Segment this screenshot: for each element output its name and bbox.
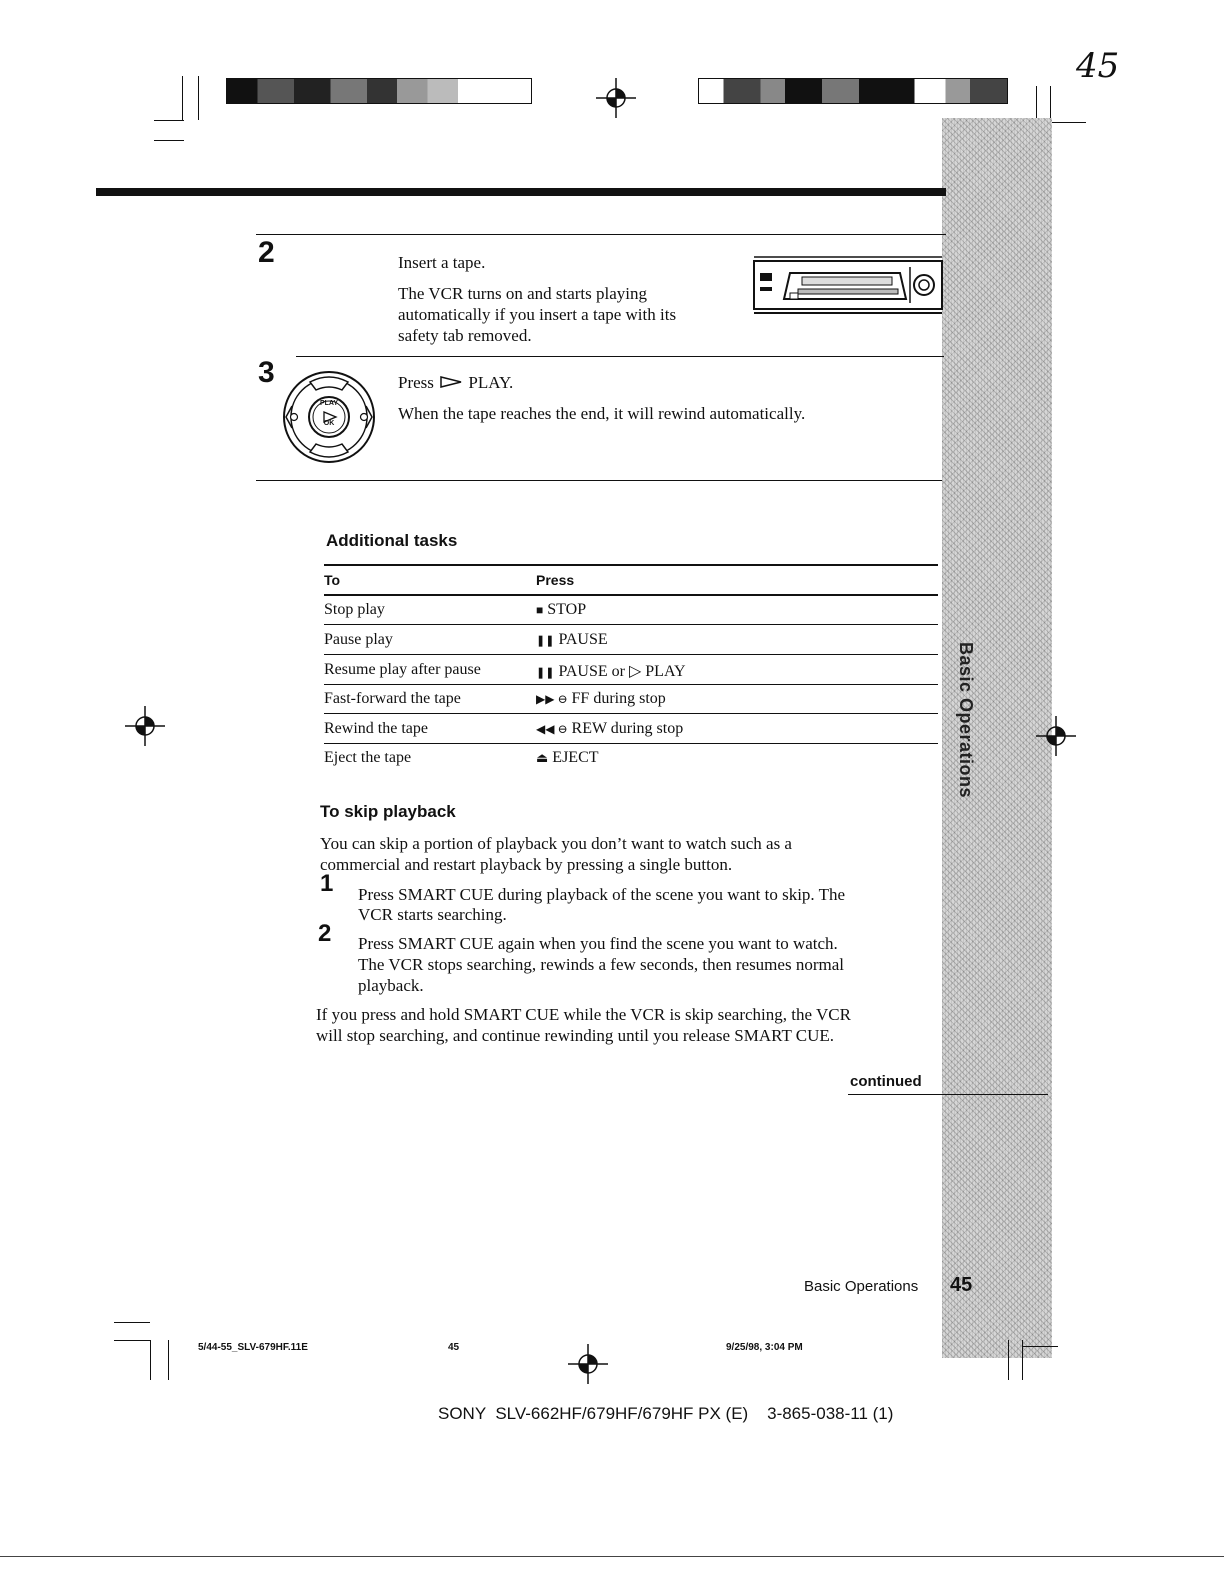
play-triangle-icon — [440, 372, 462, 393]
table-cell-press — [536, 690, 666, 708]
skip-step1-line1: Press SMART CUE during playback of the scene you want to skip. The — [358, 885, 846, 904]
table-cell-press — [536, 720, 683, 738]
step3-instruction — [398, 372, 513, 393]
calibration-bar-left — [226, 78, 532, 104]
skip-step2-line3: playback. — [358, 976, 424, 995]
crop-mark-bottom-right-h — [1022, 1346, 1058, 1347]
step2-top-rule — [256, 234, 946, 235]
step3-top-rule — [296, 356, 944, 357]
table-cell-press-label: EJECT — [552, 749, 599, 766]
vcr-icon — [750, 253, 946, 319]
table-header-row — [324, 566, 938, 596]
footer-section-name: Basic Operations — [804, 1278, 919, 1295]
pause-icon: ❚❚ — [536, 635, 555, 647]
table-row — [324, 684, 938, 714]
table-cell-press-label: FF during stop — [571, 690, 666, 707]
skip-step2-number: 2 — [318, 920, 332, 947]
crop-mark-bottom-left-v2 — [168, 1340, 169, 1380]
step3-instruction-button: PLAY. — [468, 373, 514, 392]
crop-mark-bottom-left-h — [114, 1322, 150, 1323]
skip-intro-line2: commercial and restart playback by pressing a single button. — [320, 855, 733, 874]
crop-mark-top-left-h2 — [154, 140, 184, 141]
skip-note-line1: If you press and hold SMART CUE while the VCR is skip searching, the VCR — [316, 1005, 851, 1024]
step2-instruction: Insert a tape. — [398, 253, 486, 272]
rewind-icon: ◀◀ ⊖ — [536, 722, 568, 736]
table-row — [324, 625, 938, 655]
crop-mark-bottom-left-v — [150, 1340, 151, 1380]
table-cell-to: Stop play — [324, 601, 385, 618]
table-cell-press — [536, 631, 608, 649]
skip-note-line2: will stop searching, and continue rewinding until you release SMART CUE. — [316, 1026, 835, 1045]
step2-detail-line3: safety tab removed. — [398, 326, 532, 345]
side-tab-label: Basic Operations — [956, 641, 976, 799]
pause-icon: ❚❚ — [536, 667, 555, 679]
table-header-press: Press — [536, 572, 575, 588]
table-cell-to: Eject the tape — [324, 749, 412, 766]
table-row — [324, 595, 938, 625]
step3-detail: When the tape reaches the end, it will rewind automatically. — [398, 404, 806, 423]
step2-detail-line1: The VCR turns on and starts playing — [398, 284, 647, 303]
skip-intro-line1: You can skip a portion of playback you don’t want to watch such as a — [320, 834, 792, 853]
fast-forward-icon: ▶▶ ⊖ — [536, 692, 568, 706]
table-cell-to: Resume play after pause — [324, 661, 481, 678]
registration-target-icon — [125, 706, 165, 746]
skip-playback-heading: To skip playback — [320, 802, 456, 821]
table-cell-press-label: REW during stop — [571, 720, 684, 737]
skip-step1-line2: VCR starts searching. — [358, 905, 507, 924]
step2-detail-line2: automatically if you insert a tape with its — [398, 305, 677, 324]
step3-bottom-rule — [256, 480, 942, 481]
footer-timestamp: 9/25/98, 3:04 PM — [726, 1342, 803, 1353]
crop-mark-top-right-h — [1050, 122, 1086, 123]
table-cell-press-label: STOP — [547, 601, 587, 618]
table-cell-press — [536, 601, 586, 619]
handwritten-page-number: 45 — [1076, 46, 1120, 86]
step3-instruction-prefix: Press — [398, 373, 434, 392]
registration-target-icon — [596, 78, 636, 118]
stop-icon: ■ — [536, 603, 544, 617]
table-row — [324, 743, 938, 772]
footer-file-name: 5/44-55_SLV-679HF.11E — [198, 1342, 308, 1353]
dial-label-ok: OK — [323, 420, 335, 427]
footer-model-line: SONY SLV-662HF/679HF/679HF PX (E) 3-865-038-11 (1) — [438, 1404, 894, 1423]
header-rule — [96, 188, 946, 196]
calibration-bar-right — [698, 78, 1008, 104]
step2-number: 2 — [258, 236, 275, 269]
table-header-to: To — [324, 572, 341, 588]
table-cell-press-label: PAUSE — [558, 631, 608, 648]
table-cell-press — [536, 749, 599, 767]
crop-mark-top-left — [182, 76, 183, 120]
continued-label: continued — [850, 1073, 922, 1090]
footer-print-page: 45 — [448, 1342, 460, 1353]
table-row — [324, 655, 938, 685]
table-cell-to: Fast-forward the tape — [324, 690, 461, 707]
table-cell-to: Pause play — [324, 631, 393, 648]
table-cell-press-label: PAUSE or ▷ PLAY — [558, 663, 686, 680]
page-bottom-edge — [0, 1556, 1224, 1557]
eject-icon: ⏏ — [536, 750, 549, 765]
skip-step2-line2: The VCR stops searching, rewinds a few seconds, then resumes normal — [358, 955, 844, 974]
additional-tasks-heading: Additional tasks — [326, 531, 458, 550]
crop-mark-bottom-left-h2 — [114, 1340, 150, 1341]
continued-rule — [848, 1094, 1048, 1095]
table-cell-press — [536, 661, 686, 681]
table-cell-to: Rewind the tape — [324, 720, 428, 737]
dial-label-play: PLAY — [319, 400, 339, 407]
crop-mark-top-left-2 — [198, 76, 199, 120]
table-row — [324, 714, 938, 744]
crop-mark-top-left-h — [154, 120, 184, 121]
step3-number: 3 — [258, 356, 275, 389]
skip-step2-line1: Press SMART CUE again when you find the scene you want to watch. — [358, 934, 838, 953]
play-ok-dial-icon — [280, 368, 378, 466]
skip-step1-number: 1 — [320, 870, 334, 897]
registration-target-icon — [568, 1344, 608, 1384]
registration-target-icon — [1036, 716, 1076, 756]
crop-mark-bottom-right-v — [1008, 1340, 1009, 1380]
footer-page-number: 45 — [950, 1274, 973, 1296]
